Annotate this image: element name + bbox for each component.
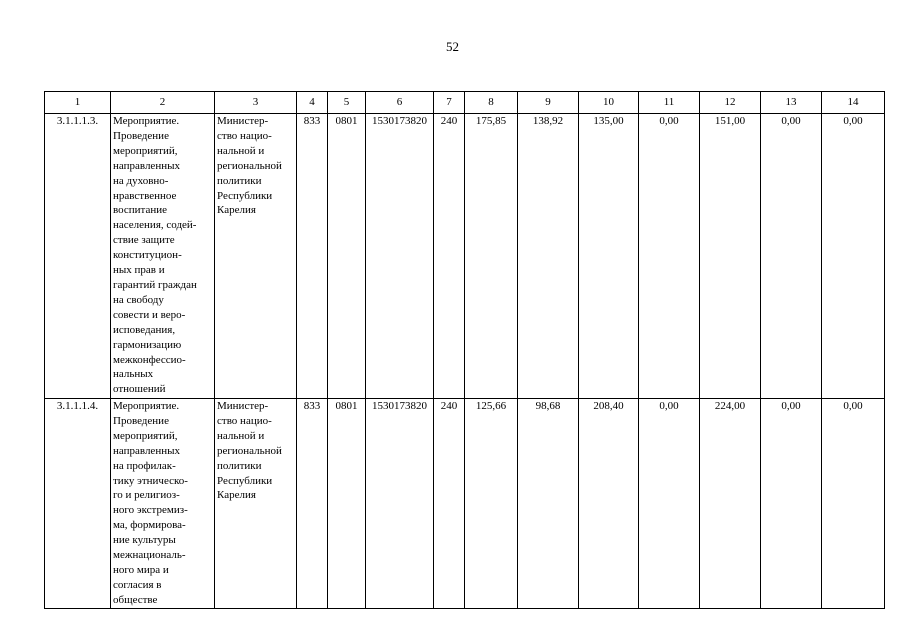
cell-value: 125,66 <box>465 399 518 609</box>
table-row <box>45 114 885 399</box>
cell-line: Республики <box>217 474 273 487</box>
column-header: 6 <box>366 92 434 114</box>
cell-line: гарантий граждан <box>113 278 197 291</box>
cell-line: Карелия <box>217 489 256 502</box>
cell-line: политики <box>217 459 262 472</box>
cell-line: го и религиоз- <box>113 489 180 502</box>
cell-line: ного мира и <box>113 563 169 576</box>
cell-line: нальных <box>113 368 154 381</box>
cell-vr: 240 <box>434 399 465 609</box>
cell-executor <box>215 114 297 399</box>
cell-value: 0,00 <box>822 399 885 609</box>
column-header: 8 <box>465 92 518 114</box>
cell-line: Министер- <box>217 115 269 127</box>
cell-grbs: 833 <box>297 399 328 609</box>
column-header: 7 <box>434 92 465 114</box>
cell-line: воспитание <box>113 204 168 217</box>
cell-line: Республики <box>217 189 273 202</box>
cell-line: Министер- <box>217 400 269 412</box>
cell-line: гармонизацию <box>113 338 182 351</box>
cell-line: ствие защите <box>113 234 175 247</box>
cell-line: совести и веро- <box>113 308 186 321</box>
cell-line: ние культуры <box>113 534 176 547</box>
cell-line: Проведение <box>113 129 169 142</box>
cell-line: региональной <box>217 159 282 172</box>
cell-line: Мероприятие. <box>113 115 180 127</box>
cell-grbs: 833 <box>297 114 328 399</box>
column-header: 1 <box>45 92 111 114</box>
cell-line: согласия в <box>113 578 162 591</box>
column-header: 13 <box>761 92 822 114</box>
column-header: 3 <box>215 92 297 114</box>
cell-line: Мероприятие. <box>113 400 180 412</box>
cell-line: нальной и <box>217 429 265 442</box>
cell-line: на духовно- <box>113 174 169 187</box>
cell-line: направленных <box>113 444 180 457</box>
cell-measure <box>111 399 215 609</box>
cell-line: ство нацио- <box>217 129 272 142</box>
column-header: 5 <box>328 92 366 114</box>
cell-line: нальной и <box>217 144 265 157</box>
budget-table <box>44 91 885 609</box>
cell-line: конституцион- <box>113 249 182 262</box>
cell-value: 135,00 <box>579 114 639 399</box>
column-header: 2 <box>111 92 215 114</box>
cell-line: на профилак- <box>113 459 176 472</box>
cell-line: обществе <box>113 593 158 606</box>
column-header: 9 <box>518 92 579 114</box>
cell-line: населения, содей- <box>113 219 197 232</box>
column-header: 10 <box>579 92 639 114</box>
cell-value: 138,92 <box>518 114 579 399</box>
cell-value: 224,00 <box>700 399 761 609</box>
cell-value: 98,68 <box>518 399 579 609</box>
cell-value: 0,00 <box>761 399 822 609</box>
cell-value: 0,00 <box>639 114 700 399</box>
cell-line: нравственное <box>113 189 177 202</box>
cell-line: направленных <box>113 159 180 172</box>
page-number: 52 <box>446 39 459 54</box>
cell-line: тику этническо- <box>113 474 188 487</box>
cell-line: ных прав и <box>113 264 165 277</box>
column-header: 4 <box>297 92 328 114</box>
cell-measure <box>111 114 215 399</box>
cell-value: 151,00 <box>700 114 761 399</box>
cell-line: исповедания, <box>113 323 176 336</box>
cell-value: 0,00 <box>822 114 885 399</box>
cell-rzpr: 0801 <box>328 399 366 609</box>
column-header: 12 <box>700 92 761 114</box>
cell-line: ного экстремиз- <box>113 504 188 517</box>
table-row <box>45 399 885 609</box>
cell-line: ство нацио- <box>217 414 272 427</box>
cell-line: Проведение <box>113 414 169 427</box>
cell-id: 3.1.1.1.3. <box>45 114 111 399</box>
cell-id: 3.1.1.1.4. <box>45 399 111 609</box>
cell-rzpr: 0801 <box>328 114 366 399</box>
cell-vr: 240 <box>434 114 465 399</box>
cell-line: Карелия <box>217 204 256 217</box>
cell-line: на свободу <box>113 293 164 306</box>
cell-line: межнациональ- <box>113 549 186 562</box>
cell-csr: 1530173820 <box>366 114 434 399</box>
cell-value: 208,40 <box>579 399 639 609</box>
cell-value: 0,00 <box>761 114 822 399</box>
cell-line: мероприятий, <box>113 429 178 442</box>
cell-line: мероприятий, <box>113 144 178 157</box>
cell-value: 175,85 <box>465 114 518 399</box>
cell-value: 0,00 <box>639 399 700 609</box>
cell-line: ма, формирова- <box>113 519 186 532</box>
cell-line: политики <box>217 174 262 187</box>
cell-line: межконфессио- <box>113 353 186 366</box>
cell-line: отношений <box>113 383 166 396</box>
column-header: 14 <box>822 92 885 114</box>
column-header: 11 <box>639 92 700 114</box>
header-row <box>45 92 885 114</box>
cell-executor <box>215 399 297 609</box>
cell-csr: 1530173820 <box>366 399 434 609</box>
cell-line: региональной <box>217 444 282 457</box>
